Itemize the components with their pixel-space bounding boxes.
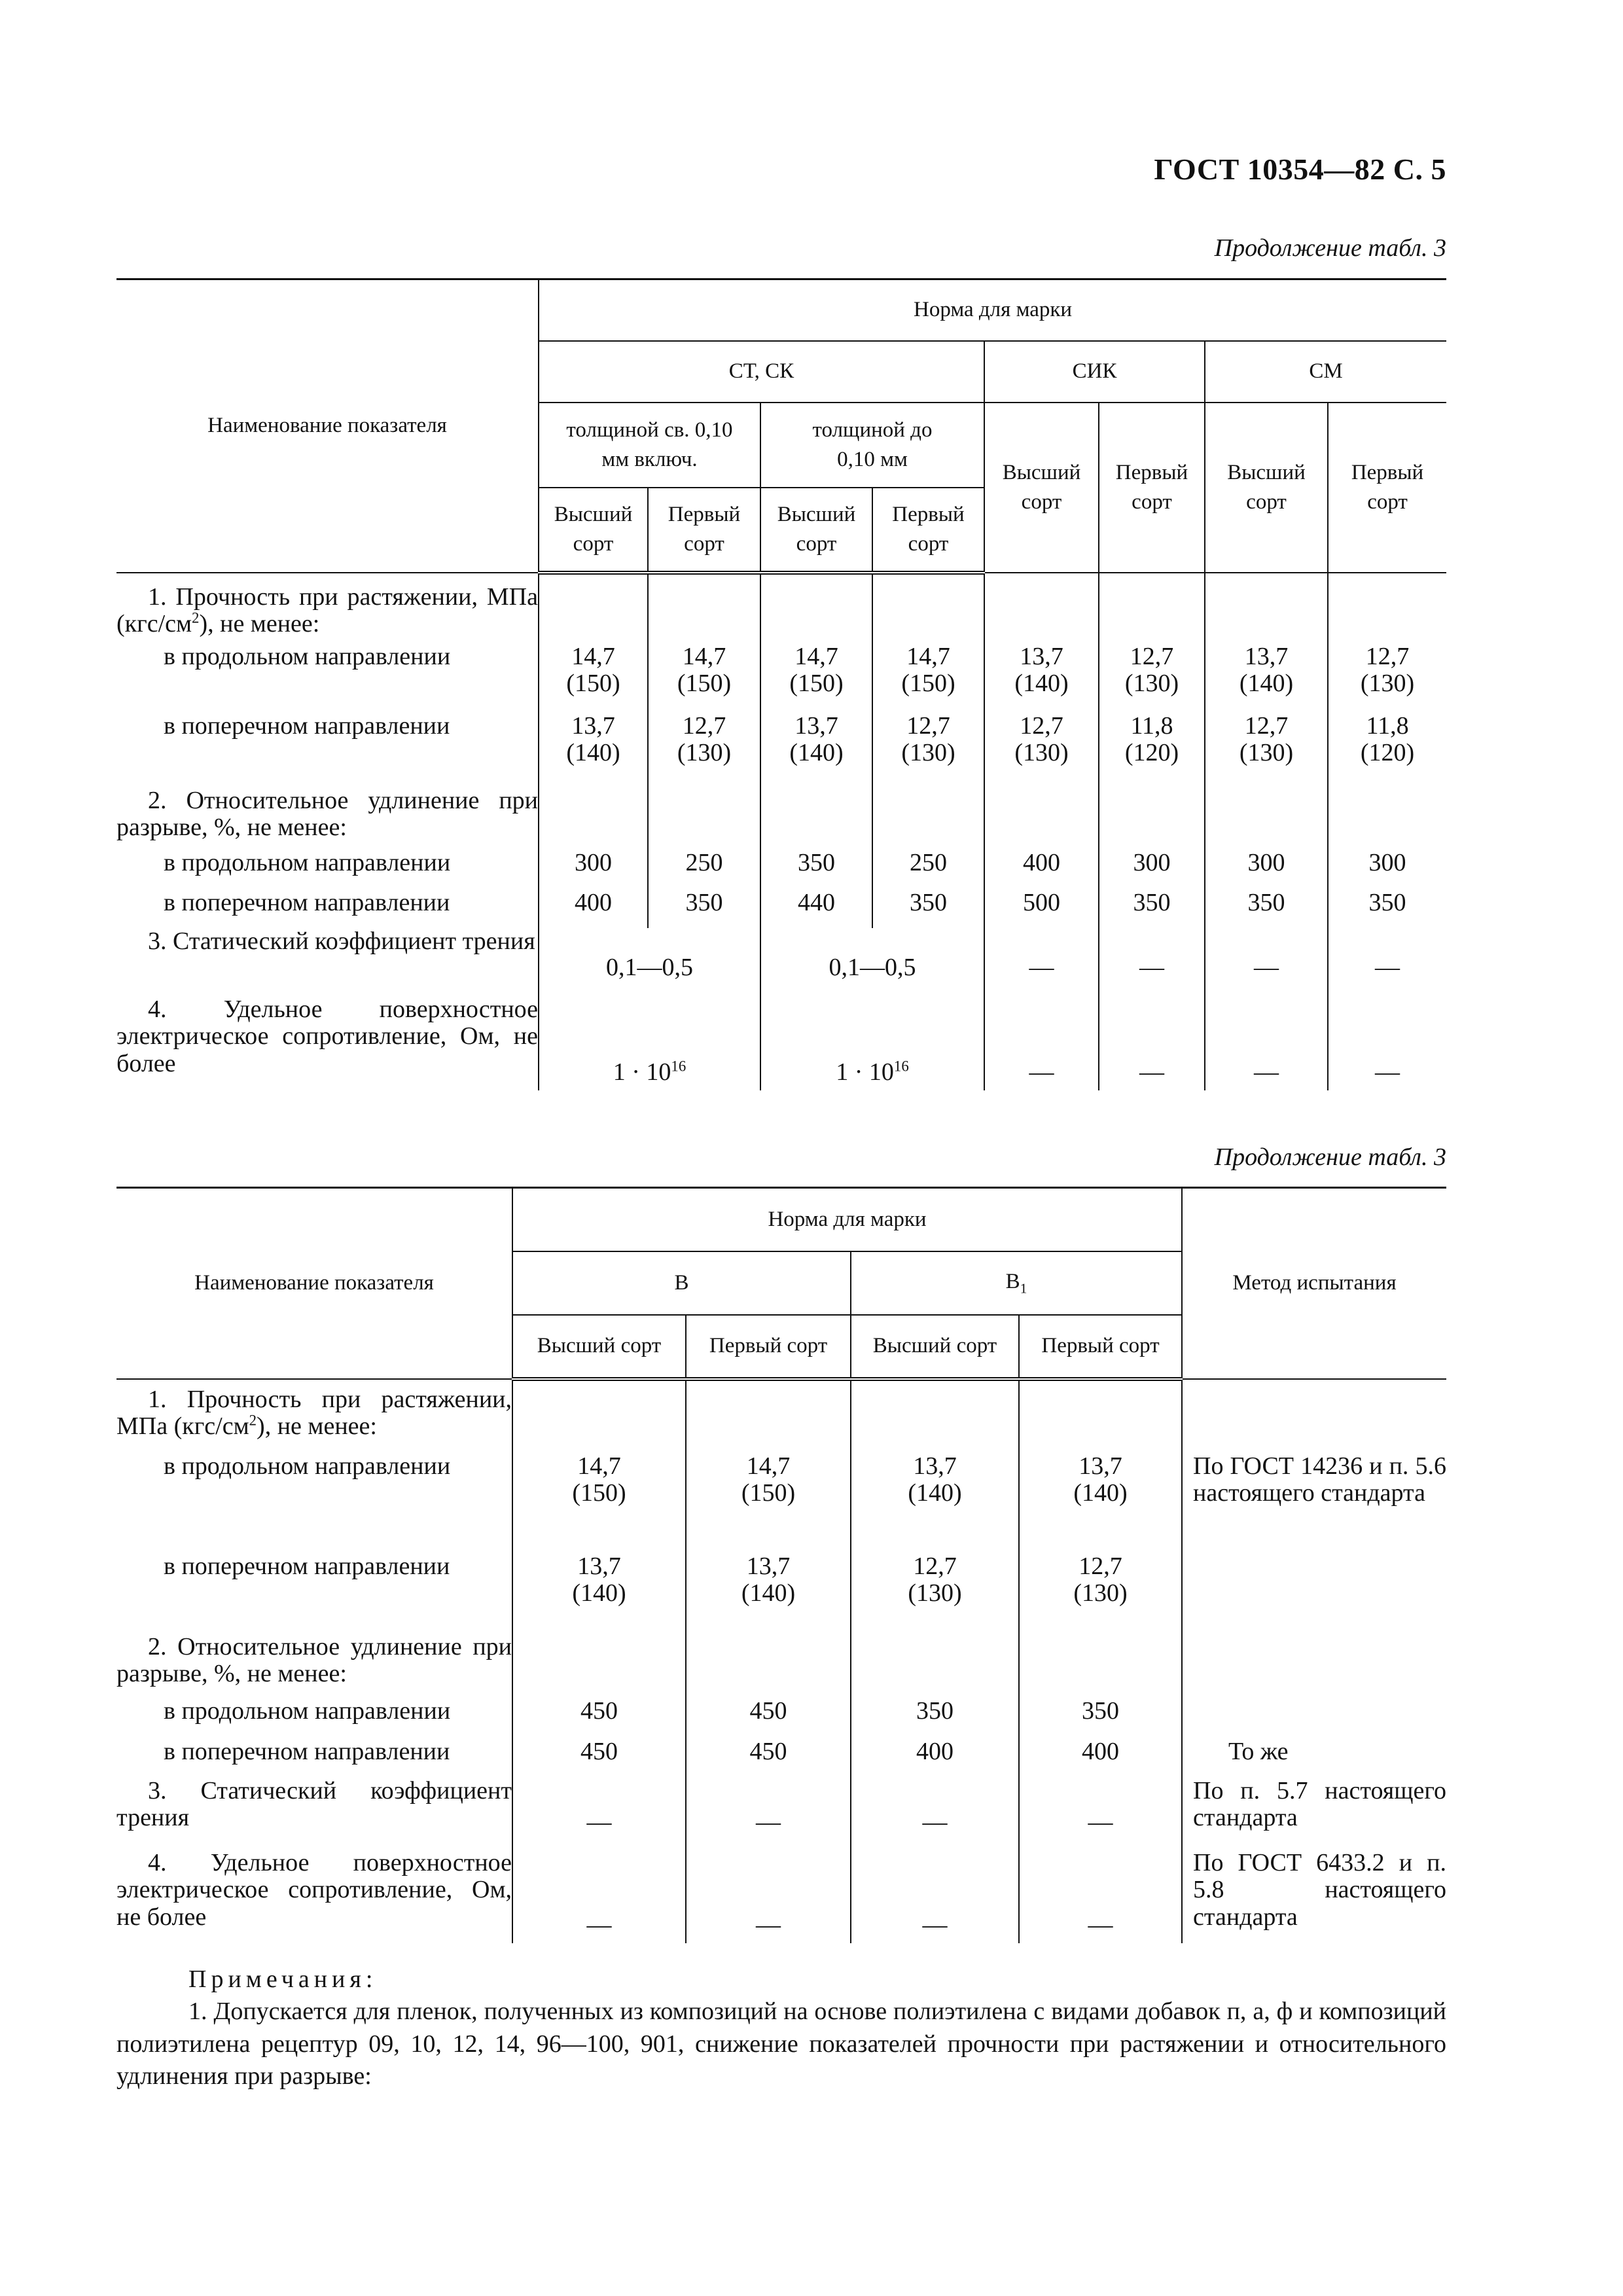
value-cell: 12,7 (130) xyxy=(1328,643,1446,713)
value-cell: 450 xyxy=(512,1698,686,1738)
value-cell: — xyxy=(1205,992,1328,1090)
note-item: 1. Допускается для пленок, полученных из композиций на основе полиэтилена с видами добавок п, а, ф и композиций полиэтилена рецептур 09, 10, 12, 14, 96—100, 901, снижение показателей прочности при растяжении и относительного удлинения при разрыве: xyxy=(116,1998,1446,2090)
grade-header: Первый сорт xyxy=(648,488,760,573)
value-cell: 400 xyxy=(539,889,648,928)
value-cell: 450 xyxy=(512,1738,686,1778)
method-cell: То же xyxy=(1182,1738,1446,1778)
value-cell: 300 xyxy=(1205,850,1328,889)
value-cell: 11,8 (120) xyxy=(1328,713,1446,787)
method-cell: По ГОСТ 6433.2 и п. 5.8 настоящего стандарта xyxy=(1182,1846,1446,1943)
row-label-resistance: 4. Удельное поверхностное электрическое сопротивление, Ом, не более xyxy=(116,995,538,1078)
value-cell: 12,7 (130) xyxy=(648,713,760,787)
value-cell: 450 xyxy=(686,1738,851,1778)
row-label-transverse: в поперечном направлении xyxy=(164,1737,450,1765)
grade-header: Высший сорт xyxy=(760,488,872,573)
row-label-elongation: 2. Относительное удлинение при разрыве, %, не менее: xyxy=(116,786,538,842)
value-cell: 12,7 (130) xyxy=(872,713,984,787)
group-header-sm: СМ xyxy=(1205,341,1446,403)
subheader-thick-over: толщиной св. 0,10 мм включ. xyxy=(539,403,760,488)
value-cell: — xyxy=(686,1778,851,1846)
value-cell: — xyxy=(851,1778,1019,1846)
grade-header: Высший сорт xyxy=(512,1315,686,1379)
col-header-method: Метод испытания xyxy=(1182,1188,1446,1379)
grade-header: Высший сорт xyxy=(1205,403,1328,573)
value-cell: 0,1—0,5 xyxy=(539,928,760,992)
value-cell: 14,7 (150) xyxy=(760,643,872,713)
notes-section xyxy=(116,1964,1446,2093)
group-header-v1: $В_1$ xyxy=(851,1251,1182,1315)
table-continuation-label: Продолжение табл. 3 xyxy=(1214,234,1446,262)
value-cell: $1 \cdot 10^{16}$ xyxy=(539,992,760,1090)
row-label-resistance: 4. Удельное поверхностное электрическое сопротивление, Ом, не более xyxy=(116,1848,512,1931)
value-cell: — xyxy=(984,992,1099,1090)
value-cell: 0,1—0,5 xyxy=(760,928,984,992)
col-header-norm: Норма для марки xyxy=(512,1188,1182,1251)
row-label-strength: 1. Прочность при растяжении, МПа $(кгс/см^2)$, не менее: xyxy=(116,583,538,638)
col-header-indicator: Наименование показателя xyxy=(116,1188,512,1379)
value-cell: 13,7 (140) xyxy=(851,1453,1019,1553)
group-header-sik: СИК xyxy=(984,341,1205,403)
value-cell: — xyxy=(1328,928,1446,992)
value-cell: 14,7 (150) xyxy=(539,643,648,713)
value-cell: — xyxy=(1328,992,1446,1090)
row-label-transverse: в поперечном направлении xyxy=(164,888,450,916)
value-cell: 12,7 (130) xyxy=(1205,713,1328,787)
value-cell: — xyxy=(1205,928,1328,992)
grade-header: Первый сорт xyxy=(1099,403,1205,573)
row-label-longitudinal: в продольном направлении xyxy=(164,642,451,670)
grade-header: Первый сорт xyxy=(872,488,984,573)
value-cell: 350 xyxy=(1099,889,1205,928)
grade-header: Высший сорт xyxy=(984,403,1099,573)
value-cell: 12,7 (130) xyxy=(851,1553,1019,1621)
row-label-longitudinal: в продольном направлении xyxy=(164,1696,451,1725)
value-cell: 250 xyxy=(648,850,760,889)
row-label-transverse: в поперечном направлении xyxy=(164,1552,450,1580)
value-cell: 12,7 (130) xyxy=(1099,643,1205,713)
value-cell: 13,7 (140) xyxy=(760,713,872,787)
value-cell: — xyxy=(512,1778,686,1846)
value-cell: 13,7 (140) xyxy=(686,1553,851,1621)
value-cell: 14,7 (150) xyxy=(512,1453,686,1553)
value-cell: 440 xyxy=(760,889,872,928)
value-cell: — xyxy=(686,1846,851,1943)
value-cell: — xyxy=(512,1846,686,1943)
value-cell: 11,8 (120) xyxy=(1099,713,1205,787)
properties-table-2 xyxy=(116,1187,1446,1943)
grade-header: Высший сорт xyxy=(539,488,648,573)
value-cell: 350 xyxy=(648,889,760,928)
grade-header: Первый сорт xyxy=(686,1315,851,1379)
value-cell: 12,7 (130) xyxy=(984,713,1099,787)
value-cell: 300 xyxy=(539,850,648,889)
value-cell: 13,7 (140) xyxy=(984,643,1099,713)
col-header-norm: Норма для марки xyxy=(539,279,1446,341)
value-cell: 500 xyxy=(984,889,1099,928)
row-label-elongation: 2. Относительное удлинение при разрыве, %, не менее: xyxy=(116,1632,512,1688)
value-cell: 14,7 (150) xyxy=(648,643,760,713)
method-cell: По п. 5.7 настоящего стандарта xyxy=(1182,1778,1446,1846)
grade-header: Первый сорт xyxy=(1019,1315,1182,1379)
value-cell: — xyxy=(1019,1778,1182,1846)
grade-header: Высший сорт xyxy=(851,1315,1019,1379)
table-continuation-label: Продолжение табл. 3 xyxy=(1214,1143,1446,1171)
value-cell: — xyxy=(1019,1846,1182,1943)
row-label-friction: 3. Статический коэффициент трения xyxy=(116,1776,512,1832)
grade-header: Первый сорт xyxy=(1328,403,1446,573)
value-cell: 350 xyxy=(872,889,984,928)
row-label-strength: 1. Прочность при растяжении, МПа $(кгс/см^2)$, не менее: xyxy=(116,1385,512,1441)
value-cell: 350 xyxy=(1019,1698,1182,1738)
value-cell: 13,7 (140) xyxy=(1205,643,1328,713)
group-header-v: В xyxy=(512,1251,851,1315)
row-label-friction: 3. Статический коэффициент трения xyxy=(148,927,535,955)
value-cell: 350 xyxy=(1328,889,1446,928)
value-cell: 400 xyxy=(1019,1738,1182,1778)
value-cell: $1 \cdot 10^{16}$ xyxy=(760,992,984,1090)
row-label-longitudinal: в продольном направлении xyxy=(164,848,451,876)
value-cell: — xyxy=(1099,928,1205,992)
group-header-st-sk: СТ, СК xyxy=(539,341,984,403)
subheader-thick-under: толщиной до 0,10 мм xyxy=(760,403,984,488)
value-cell: 400 xyxy=(851,1738,1019,1778)
value-cell: 350 xyxy=(851,1698,1019,1738)
value-cell: 12,7 (130) xyxy=(1019,1553,1182,1621)
value-cell: 250 xyxy=(872,850,984,889)
method-cell: По ГОСТ 14236 и п. 5.6 настоящего стандарта xyxy=(1182,1453,1446,1553)
row-label-transverse: в поперечном направлении xyxy=(164,711,450,740)
value-cell: 300 xyxy=(1099,850,1205,889)
properties-table-1 xyxy=(116,278,1446,1090)
value-cell: 13,7 (140) xyxy=(539,713,648,787)
value-cell: 14,7 (150) xyxy=(686,1453,851,1553)
row-label-longitudinal: в продольном направлении xyxy=(164,1452,451,1480)
col-header-indicator: Наименование показателя xyxy=(116,279,539,573)
notes-title: Примечания: xyxy=(188,1965,378,1993)
value-cell: 450 xyxy=(686,1698,851,1738)
value-cell: — xyxy=(851,1846,1019,1943)
value-cell: 300 xyxy=(1328,850,1446,889)
value-cell: 350 xyxy=(760,850,872,889)
value-cell: 14,7 (150) xyxy=(872,643,984,713)
value-cell: — xyxy=(984,928,1099,992)
value-cell: 13,7 (140) xyxy=(512,1553,686,1621)
value-cell: 13,7 (140) xyxy=(1019,1453,1182,1553)
value-cell: 350 xyxy=(1205,889,1328,928)
value-cell: 400 xyxy=(984,850,1099,889)
value-cell: — xyxy=(1099,992,1205,1090)
page-header: ГОСТ 10354—82 С. 5 xyxy=(1154,152,1446,186)
